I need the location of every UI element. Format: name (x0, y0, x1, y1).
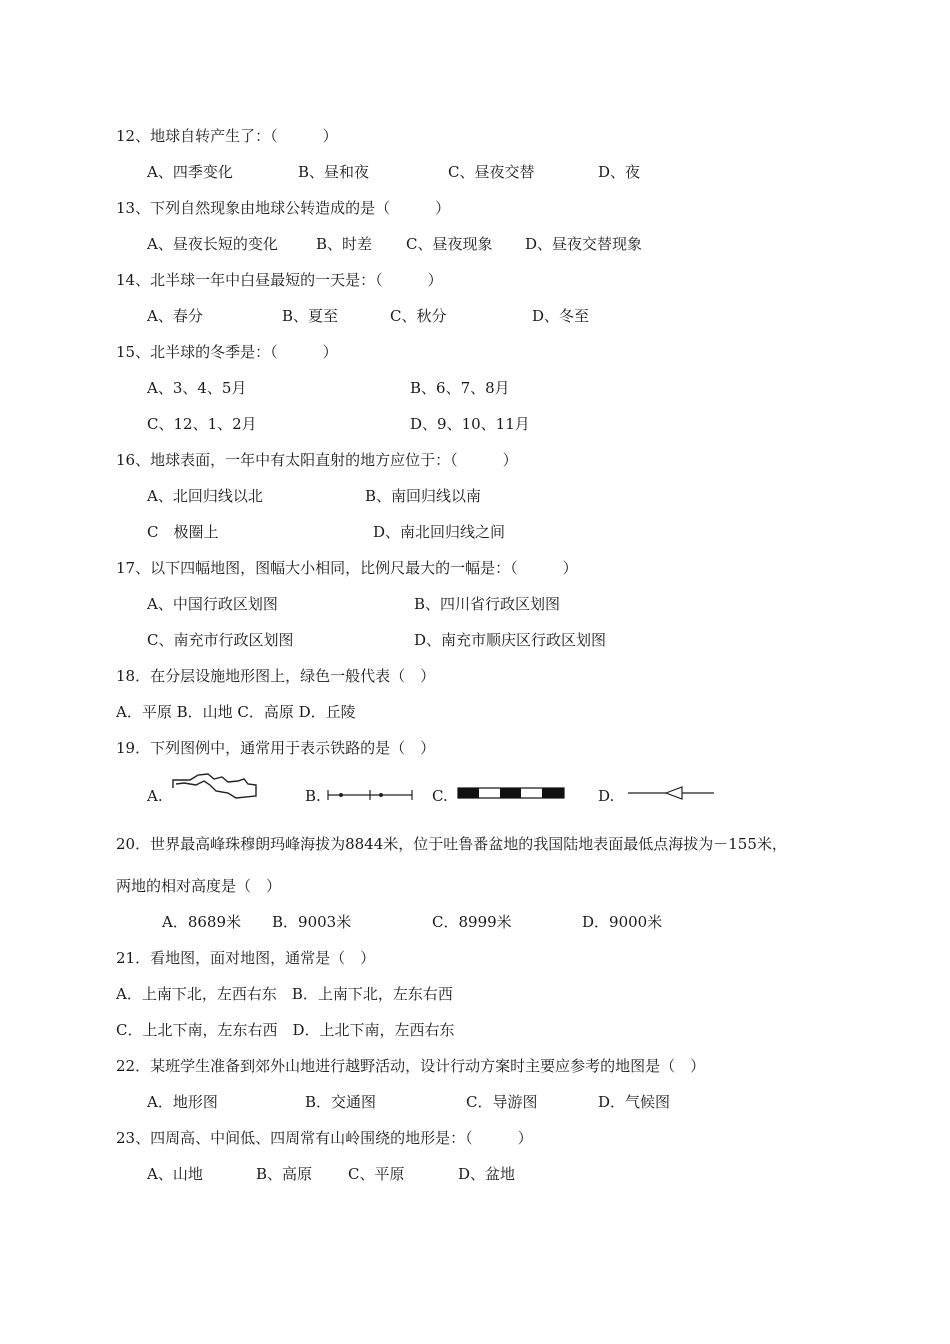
q19-option-c-label: C. (432, 787, 448, 805)
q22-option-c: C．导游图 (466, 1093, 538, 1111)
q17-option-c: C、南充市行政区划图 (147, 631, 294, 649)
q16-option-c: C 极圈上 (147, 523, 219, 541)
q14-option-c: C、秋分 (390, 307, 447, 325)
q18-options: A．平原 B．山地 C．高原 D．丘陵 (116, 703, 356, 721)
q14-option-d: D、冬至 (532, 307, 590, 325)
q13-option-b: B、时差 (316, 235, 373, 253)
q13-option-c: C、昼夜现象 (406, 235, 493, 253)
question-20-continued: 两地的相对高度是（ ） (116, 877, 282, 895)
q15-option-b: B、6、7、8月 (410, 379, 510, 397)
q21-options-line-1: A．上南下北，左西右东 B．上南下北，左东右西 (116, 985, 453, 1003)
q13-option-d: D、昼夜交替现象 (525, 235, 643, 253)
q22-option-d: D．气候图 (598, 1093, 671, 1111)
q23-option-a: A、山地 (147, 1165, 203, 1183)
question-17: 17、以下四幅地图，图幅大小相同，比例尺最大的一幅是：（ ） (116, 559, 578, 577)
q16-option-b: B、南回归线以南 (365, 487, 482, 505)
q22-option-a: A．地形图 (147, 1093, 218, 1111)
q12-option-d: D、夜 (598, 163, 641, 181)
q20-option-a: A．8689米 (162, 913, 242, 931)
question-14: 14、北半球一年中白昼最短的一天是：（ ） (116, 271, 443, 289)
q12-option-c: C、昼夜交替 (448, 163, 535, 181)
q14-option-a: A、春分 (147, 307, 203, 325)
question-22: 22．某班学生准备到郊外山地进行越野活动，设计行动方案时主要应参考的地图是（ ） (116, 1057, 706, 1075)
question-12: 12、地球自转产生了：（ ） (116, 127, 338, 145)
question-16: 16、地球表面，一年中有太阳直射的地方应位于：（ ） (116, 451, 518, 469)
q23-option-d: D、盆地 (458, 1165, 516, 1183)
q19-option-b-label: B. (305, 787, 321, 805)
question-21: 21．看地图，面对地图，通常是（ ） (116, 949, 376, 967)
q12-option-b: B、昼和夜 (298, 163, 370, 181)
q20-option-c: C．8999米 (432, 913, 512, 931)
question-23: 23、四周高、中间低、四周常有山岭围绕的地形是：（ ） (116, 1129, 533, 1147)
q20-option-b: B．9003米 (272, 913, 352, 931)
arrow-symbol-icon (626, 785, 716, 801)
question-18: 18．在分层设施地形图上，绿色一般代表（ ） (116, 667, 436, 685)
q23-option-b: B、高原 (256, 1165, 313, 1183)
q17-option-d: D、南充市顺庆区行政区划图 (414, 631, 607, 649)
q23-option-c: C、平原 (348, 1165, 405, 1183)
question-13: 13、下列自然现象由地球公转造成的是（ ） (116, 199, 451, 217)
q15-option-a: A、3、4、5月 (147, 379, 247, 397)
q14-option-b: B、夏至 (282, 307, 339, 325)
q20-option-d: D．9000米 (582, 913, 663, 931)
railway-symbol-icon (457, 787, 565, 799)
q15-option-d: D、9、10、11月 (410, 415, 530, 433)
q12-option-a: A、四季变化 (147, 163, 233, 181)
q19-option-a-label: A. (147, 787, 163, 805)
q13-option-a: A、昼夜长短的变化 (147, 235, 278, 253)
q22-option-b: B．交通图 (305, 1093, 377, 1111)
boundary-line-symbol-icon (326, 788, 414, 802)
q15-option-c: C、12、1、2月 (147, 415, 257, 433)
q21-options-line-2: C．上北下南，左东右西 D．上北下南，左西右东 (116, 1021, 455, 1039)
q16-option-a: A、北回归线以北 (147, 487, 263, 505)
q19-option-d-label: D. (598, 787, 615, 805)
q16-option-d: D、南北回归线之间 (373, 523, 506, 541)
coastline-symbol-icon (172, 772, 258, 800)
q17-option-a: A、中国行政区划图 (147, 595, 278, 613)
question-15: 15、北半球的冬季是：（ ） (116, 343, 338, 361)
question-19: 19．下列图例中，通常用于表示铁路的是（ ） (116, 739, 436, 757)
q17-option-b: B、四川省行政区划图 (414, 595, 561, 613)
question-20: 20．世界最高峰珠穆朗玛峰海拔为8844米，位于吐鲁番盆地的我国陆地表面最低点海拔为－155米， (116, 835, 787, 853)
